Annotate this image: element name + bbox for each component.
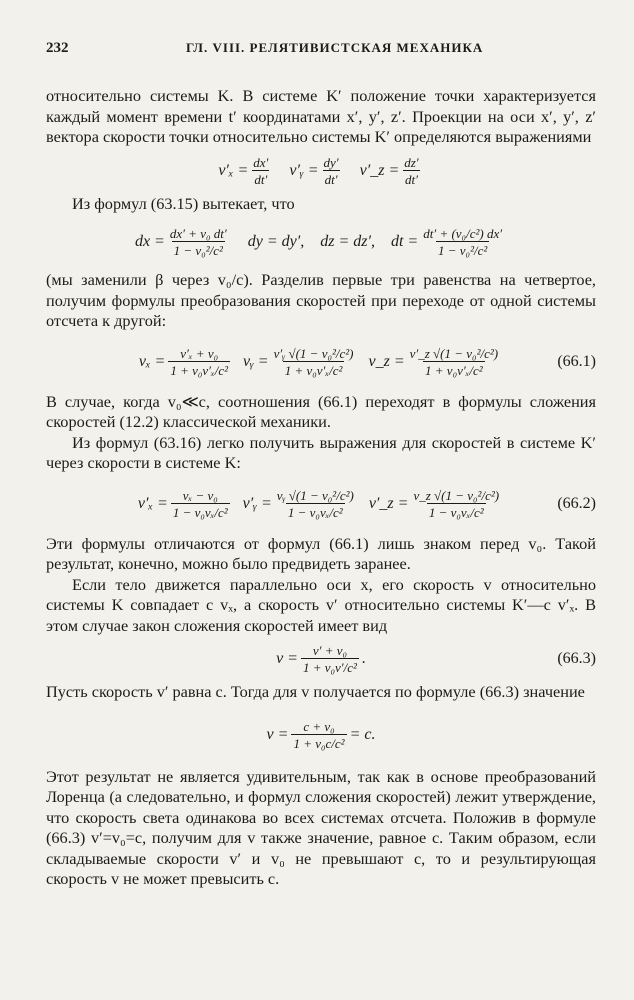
equation-label-66-1: (66.1)	[557, 352, 596, 370]
paragraph-1: относительно системы K. В системе K′ положение точки характеризуется каждый момент времени t′ координатами x′, y′, z′. Проекции на оси x′, y′, z′ вектора скорости точки относительно системы K′ определяются выражениями	[46, 86, 596, 146]
equation-label-66-2: (66.2)	[557, 494, 596, 512]
paragraph-7: Если тело движется параллельно оси x, его скорость v относительно системы K совпадает с vₓ, а скорость v′ относительно системы K′—с v′ₓ. В этом случае закон сложения скоростей имеет вид	[46, 574, 596, 635]
paragraph-9: Этот результат не является удивительным, так как в основе преобразований Лоренца (а следовательно, и формул сложения скоростей) лежит утверждение, что скорость света одинакова во всех системах отсчета. Положив в формуле (66.3) v′=v₀=c, получим для v также значение, равное c. Таким образом, если складываемые скорости v′ и v₀ не превышают c, то и результирующая скорость v не может превысить c.	[46, 766, 596, 888]
equation-lorentz-differentials: dx = $\frac{\text{dx′ + v₀ dt′}}{\text{1 − v₀²/c²}}$ dy = dy′, dz = dz′, dt = $\frac{\text{dt′ + (v₀/c²) dx′}}{\text{1 − v₀²/c²}}$	[134, 226, 503, 258]
paragraph-2: Из формул (63.15) вытекает, что	[72, 193, 295, 213]
paragraph-3: (мы заменили β через v₀/c). Разделив первые три равенства на четвертое, получим формулы преобразования скоростей при переходе от одной системы отсчета к другой:	[46, 270, 596, 330]
page-number: 232	[46, 40, 69, 56]
equation-label-66-3: (66.3)	[557, 650, 596, 667]
paragraph-6: Эти формулы отличаются от формул (66.1) лишь знаком перед v₀. Такой результат, конечно, можно было предвидеть заранее.	[46, 533, 596, 573]
equation-v-equals-c: v = $\frac{\text{c + v₀}}{\text{1 + v₀c/c²}}$ = c.	[266, 718, 376, 751]
equation-66-1: vₓ = $\frac{\text{v′ₓ + v₀}}{\text{1 + v₀v′ₓ/c²}}$ vᵧ = $\frac{\text{v′ᵧ √(1 − v₀²/c²)}}{\text{1 + v₀v′ₓ/c²}}$ v_z = $\frac{\text{v′\_z √(1 − v₀²/c²)}}{\text{1 + v₀v′ₓ/c²}}$ (66.1)	[138, 345, 596, 378]
equation-66-2: v′ₓ = $\frac{\text{vₓ − v₀}}{\text{1 − v₀vₓ/c²}}$ v′ᵧ = $\frac{\text{vᵧ √(1 − v₀²/c²)}}{\text{1 − v₀vₓ/c²}}$ v′_z = $\frac{\text{v\_z √(1 − v₀²/c²)}}{\text{1 − v₀vₓ/c²}}$ (66.2)	[137, 487, 596, 520]
paragraph-5: Из формул (63.16) легко получить выражения для скоростей в системе K′ через скорости в системе K:	[46, 432, 596, 472]
page-header	[46, 40, 596, 66]
paragraph-4: В случае, когда v₀≪c, соотношения (66.1) переходят в формулы сложения скоростей (12.2) классической механики.	[46, 391, 596, 431]
running-head: ГЛ. VIII. РЕЛЯТИВИСТСКАЯ МЕХАНИКА	[186, 40, 484, 55]
paragraph-8: Пусть скорость v′ равна c. Тогда для v получается по формуле (66.3) значение	[46, 682, 585, 701]
equation-velocity-components-kprime: v′ₓ = $\frac{dx'}{dt'}$ v′ᵧ = $\frac{dy'}{dt'}$ v′_z = $\frac{dz'}{dt'}$	[218, 154, 419, 187]
equation-66-3: v = $\frac{\text{v′ + v₀}}{\text{1 + v₀v′/c²}}$ . (66.3)	[276, 643, 596, 675]
